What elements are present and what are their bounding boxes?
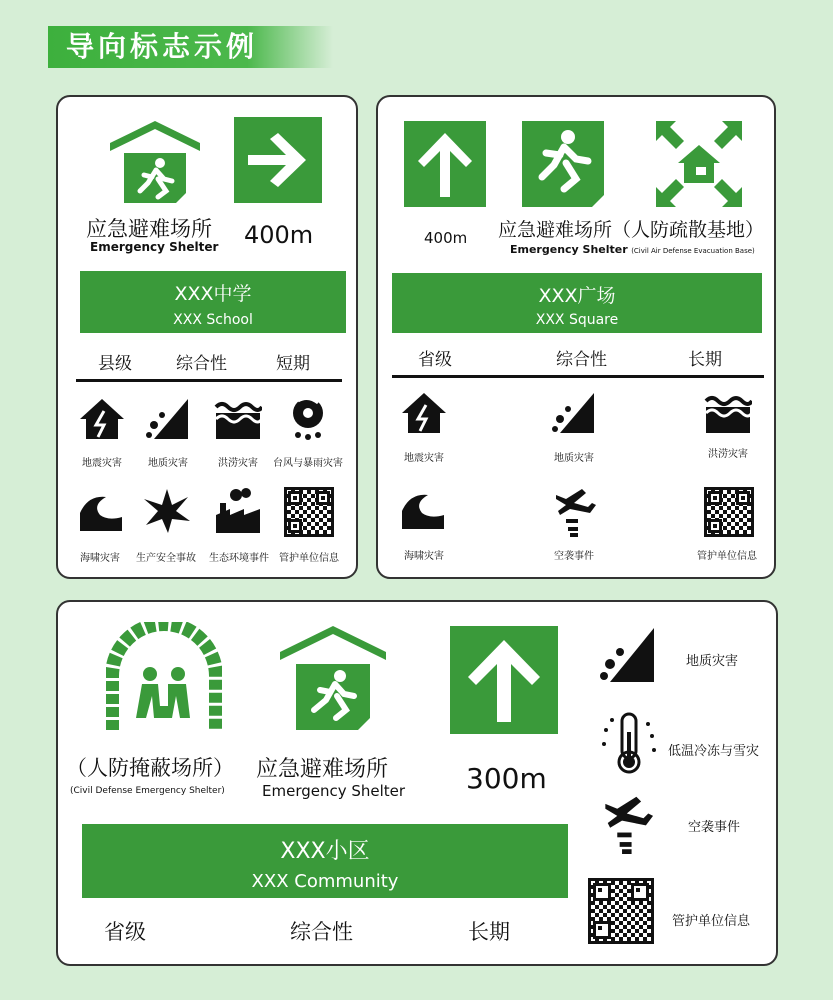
landslide-icon: [598, 626, 656, 684]
civil-defense-arch-icon: [106, 622, 222, 732]
attr-duration: 长期: [468, 920, 510, 944]
shelter-title-en: [510, 243, 755, 256]
civil-shelter-title-en: (Civil Defense Emergency Shelter): [70, 786, 225, 796]
qr-code-icon: [588, 878, 654, 944]
location-name-en: XXX School: [173, 312, 253, 328]
earthquake-icon: [78, 397, 126, 441]
shelter-title-cn: 应急避难场所（人防疏散基地）: [498, 219, 765, 241]
flood-icon: [214, 399, 262, 439]
qr-code-icon: [704, 487, 754, 537]
distance: 400m: [424, 229, 468, 247]
flood-icon: [704, 393, 752, 433]
distance: 300m: [466, 762, 547, 795]
landslide-icon: [550, 391, 596, 435]
thermometer-snow-icon: [598, 710, 660, 776]
hazard-label: 生产安全事故: [136, 553, 196, 564]
hazard-label: 地震灾害: [404, 453, 444, 464]
hazard-label: 管护单位信息: [672, 914, 751, 929]
location-name-bar: [392, 273, 762, 333]
hazard-label: 低温冷冻与雪灾: [668, 744, 760, 759]
hazard-label: 生态环境事件: [209, 553, 269, 564]
divider: [392, 375, 764, 378]
hazard-label: 地质灾害: [686, 654, 739, 669]
tsunami-icon: [78, 493, 124, 533]
attr-level: 省级: [104, 920, 146, 944]
hazard-label: 空袭事件: [688, 820, 741, 835]
attr-duration: 短期: [276, 354, 310, 374]
landslide-icon: [144, 397, 190, 441]
location-name-cn: XXX中学: [174, 283, 252, 305]
qr-code-icon: [284, 487, 334, 537]
hazard-label: 地质灾害: [148, 458, 188, 469]
air-raid-icon: [552, 485, 598, 537]
hazard-label: 台风与暴雨灾害: [273, 458, 343, 469]
shelter-running-man-icon: [280, 626, 386, 732]
hazard-label: 海啸灾害: [404, 551, 444, 562]
shelter-title-en: Emergency Shelter: [90, 240, 219, 254]
hazard-label: 地质灾害: [554, 453, 594, 464]
location-name-en: XXX Square: [535, 312, 619, 328]
evacuation-base-icon: [654, 119, 744, 209]
attr-level: 县级: [98, 354, 132, 374]
divider: [76, 379, 342, 382]
hazard-label: 洪涝灾害: [218, 458, 258, 469]
location-name-en: XXX Community: [251, 871, 399, 892]
civil-shelter-title-cn: （人防掩蔽场所）: [66, 756, 234, 780]
attr-type: 综合性: [556, 350, 607, 370]
typhoon-icon: [286, 395, 330, 441]
location-name-cn: XXX小区: [280, 839, 370, 864]
distance: 400m: [244, 221, 314, 249]
shelter-title-cn: 应急避难场所: [86, 217, 212, 241]
earthquake-icon: [400, 391, 448, 435]
sign-card-square: [376, 95, 776, 579]
sign-card-community: [56, 600, 778, 966]
air-raid-icon: [600, 792, 656, 854]
arrow-up-icon: [404, 121, 486, 207]
arrow-up-icon: [450, 626, 558, 734]
shelter-title-en-sub: (Civil Air Defense Evacuation Base): [631, 247, 755, 255]
hazard-label: 管护单位信息: [279, 553, 339, 564]
sign-card-school: [56, 95, 358, 579]
location-name-bar: [80, 271, 346, 333]
factory-pollution-icon: [214, 487, 262, 535]
hazard-label: 洪涝灾害: [708, 449, 748, 460]
explosion-icon: [142, 487, 192, 535]
hazard-label: 空袭事件: [554, 551, 594, 562]
hazard-label: 海啸灾害: [80, 553, 120, 564]
attr-type: 综合性: [176, 354, 227, 374]
shelter-title-en: Emergency Shelter: [262, 782, 406, 800]
shelter-running-man-icon: [110, 121, 200, 205]
arrow-right-icon: [234, 117, 322, 203]
attr-level: 省级: [418, 350, 452, 370]
attr-duration: 长期: [688, 350, 722, 370]
shelter-title-cn: 应急避难场所: [256, 757, 389, 782]
shelter-title-en-main: Emergency Shelter: [510, 243, 628, 256]
attr-type: 综合性: [290, 920, 353, 944]
tsunami-icon: [400, 491, 446, 531]
running-man-icon: [522, 121, 604, 207]
location-name-cn: XXX广场: [538, 285, 616, 307]
location-name-bar: [82, 824, 568, 898]
page-title: 导向标志示例: [48, 26, 333, 68]
hazard-label: 管护单位信息: [697, 551, 757, 562]
hazard-label: 地震灾害: [82, 458, 122, 469]
